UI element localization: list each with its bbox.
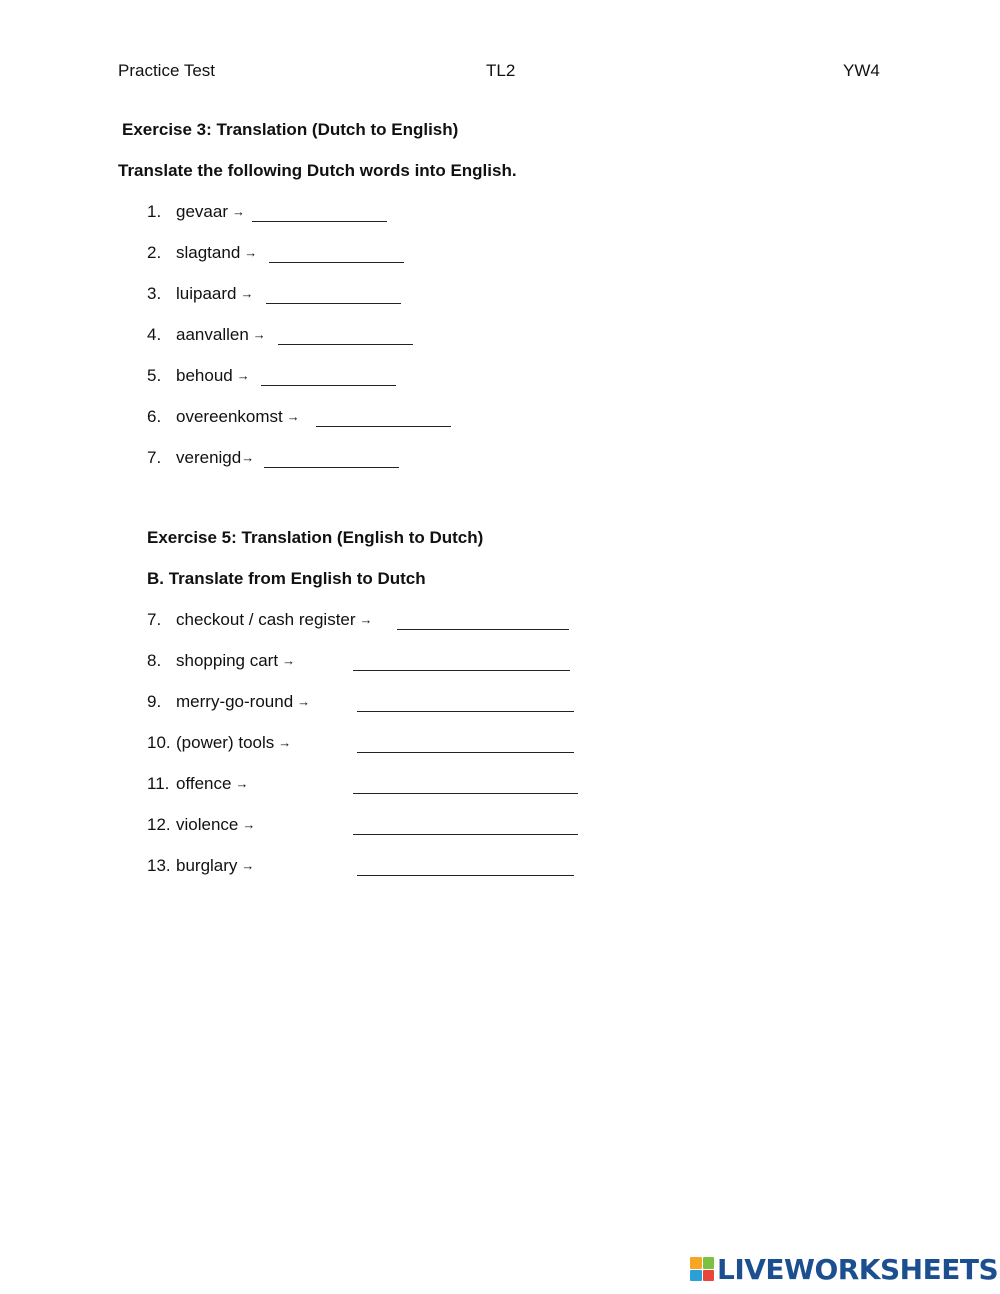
item-word: behoud — [176, 366, 233, 385]
item-number: 11. — [147, 774, 170, 793]
item-number: 7. — [147, 448, 162, 467]
item-word: shopping cart — [176, 651, 279, 670]
item-word: merry-go-round — [176, 692, 294, 711]
item-number: 10. — [147, 733, 171, 752]
item-word: luipaard — [176, 284, 237, 303]
item-number: 13. — [147, 856, 171, 875]
logo-square-icon — [690, 1257, 702, 1269]
item-number: 6. — [147, 407, 162, 426]
item-number: 1. — [147, 202, 162, 221]
answer-blank[interactable] — [266, 303, 401, 304]
answer-blank[interactable] — [353, 670, 570, 671]
answer-blank[interactable] — [357, 752, 574, 753]
answer-blank[interactable] — [353, 834, 578, 835]
item-word: checkout / cash register — [176, 610, 356, 629]
answer-blank[interactable] — [264, 467, 399, 468]
answer-blank[interactable] — [357, 875, 574, 876]
item-word: (power) tools — [176, 733, 275, 752]
exercise3-title: Exercise 3: Translation (Dutch to English) — [122, 120, 459, 139]
arrow-icon: → — [231, 204, 245, 219]
answer-blank[interactable] — [397, 629, 569, 630]
arrow-icon: → — [242, 817, 256, 832]
arrow-icon: → — [286, 409, 300, 424]
item-number: 3. — [147, 284, 162, 303]
answer-blank[interactable] — [357, 711, 574, 712]
item-word: overeenkomst — [176, 407, 283, 426]
exercise5-title: Exercise 5: Translation (English to Dutch) — [147, 528, 484, 547]
arrow-icon: → — [252, 327, 266, 342]
answer-blank[interactable] — [316, 426, 451, 427]
arrow-icon: → — [359, 612, 373, 627]
arrow-icon: → — [244, 245, 258, 260]
header-right: YW4 — [843, 61, 880, 80]
arrow-icon: → — [241, 858, 255, 873]
answer-blank[interactable] — [252, 221, 387, 222]
answer-blank[interactable] — [353, 793, 578, 794]
item-word: aanvallen — [176, 325, 249, 344]
item-number: 5. — [147, 366, 162, 385]
item-number: 8. — [147, 651, 162, 670]
liveworksheets-logo[interactable] — [690, 1253, 998, 1285]
arrow-icon: → — [282, 653, 296, 668]
header-left: Practice Test — [118, 61, 216, 80]
arrow-icon: → — [236, 368, 250, 383]
item-word: offence — [176, 774, 232, 793]
item-number: 2. — [147, 243, 162, 262]
logo-text: LIVEWORKSHEETS — [717, 1252, 999, 1286]
item-number: 12. — [147, 815, 171, 834]
arrow-icon: → — [278, 735, 292, 750]
logo-square-icon — [690, 1270, 702, 1282]
logo-square-icon — [703, 1257, 715, 1269]
answer-blank[interactable] — [261, 385, 396, 386]
item-number: 9. — [147, 692, 162, 711]
arrow-icon: → — [240, 286, 254, 301]
item-number: 4. — [147, 325, 162, 344]
arrow-icon: → — [235, 776, 249, 791]
header-center: TL2 — [486, 61, 516, 80]
logo-square-icon — [703, 1270, 715, 1282]
item-word: burglary — [176, 856, 238, 875]
logo-grid-icon — [690, 1257, 714, 1281]
item-word: slagtand — [176, 243, 241, 262]
answer-blank[interactable] — [269, 262, 404, 263]
item-word: violence — [176, 815, 239, 834]
arrow-icon: → — [297, 694, 311, 709]
item-word: gevaar — [176, 202, 228, 221]
answer-blank[interactable] — [278, 344, 413, 345]
item-number: 7. — [147, 610, 162, 629]
arrow-icon: → — [241, 450, 255, 465]
exercise3-instruction: Translate the following Dutch words into English. — [118, 161, 517, 180]
item-word: verenigd — [176, 448, 242, 467]
exercise5-instruction: B. Translate from English to Dutch — [147, 569, 426, 588]
